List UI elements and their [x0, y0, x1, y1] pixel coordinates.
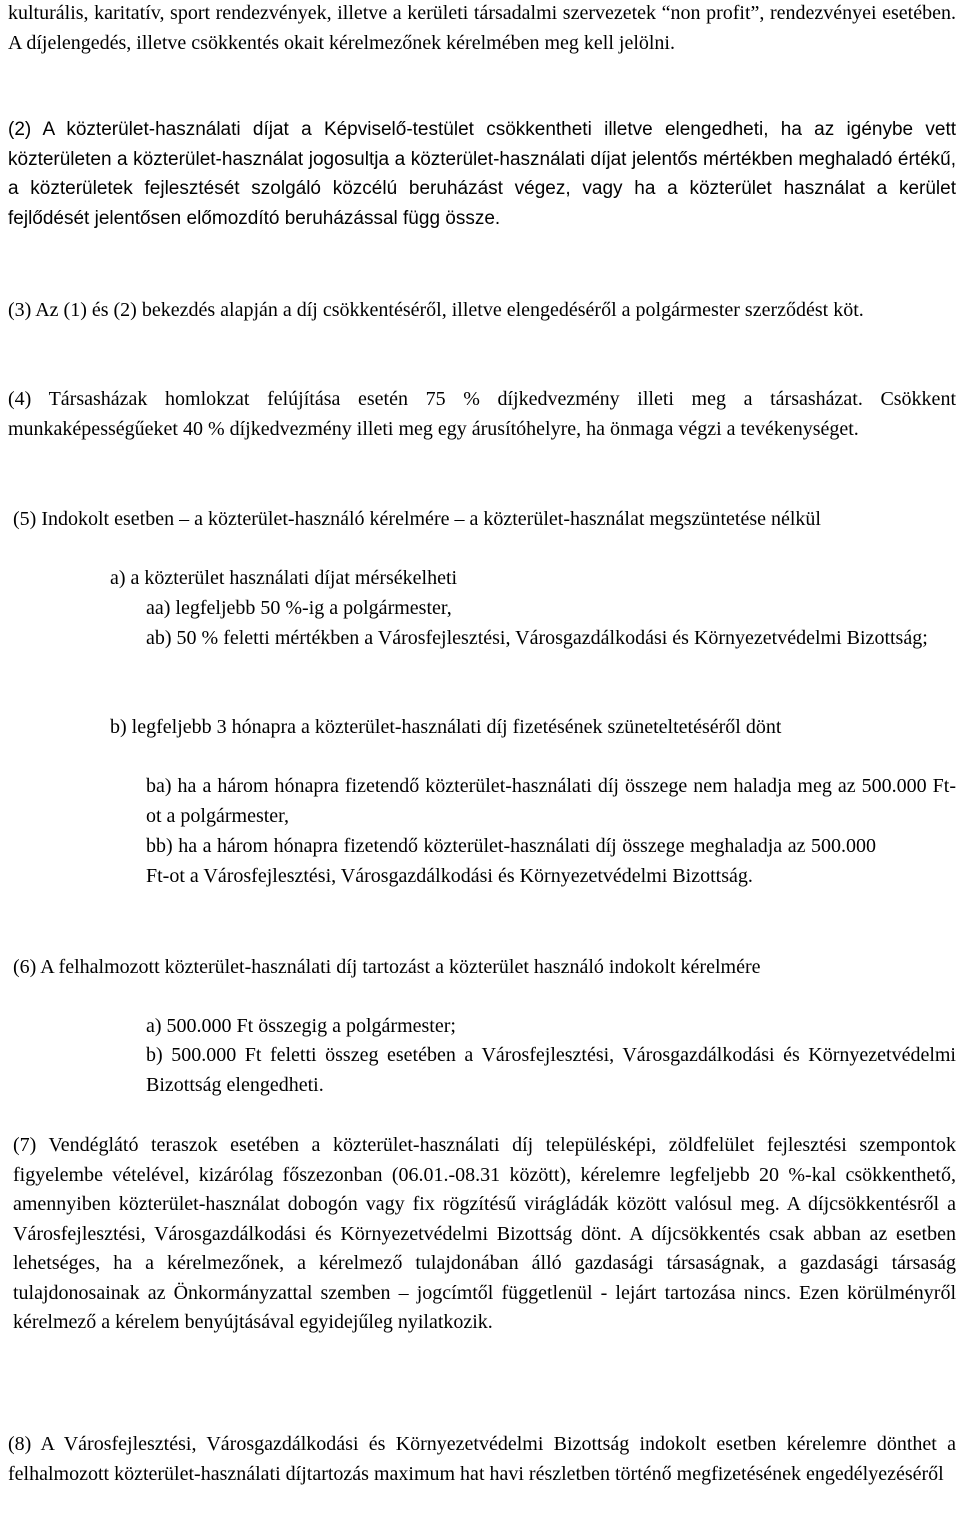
paragraph-3: (3) Az (1) és (2) bekezdés alapján a díj csökkentéséről, illetve elengedéséről a polgármester szerződést köt.	[8, 299, 864, 321]
paragraph-5-item-ba: ba) ha a három hónapra fizetendő közterület-használati díj összege nem haladja meg az 500.000 Ft-ot a polgármester,	[146, 775, 956, 827]
paragraph-5-item-a: a) a közterület használati díjat mérsékelheti	[110, 567, 458, 589]
intro-paragraph: kulturális, karitatív, sport rendezvények, illetve a kerületi társadalmi szervezetek “non profit”, rendezvényei esetében. A díjelengedés, illetve csökkentés okait kérelmezőnek kérelmében meg kell jelölni.	[8, 2, 956, 54]
paragraph-5-intro: (5) Indokolt esetben – a közterület-használó kérelmére – a közterület-használat megszüntetése nélkül	[13, 508, 821, 530]
paragraph-5-item-aa: aa) legfeljebb 50 %-ig a polgármester,	[146, 597, 452, 619]
paragraph-5-item-bb: bb) ha a három hónapra fizetendő közterület-használati díj összege meghaladja az 500.000 Ft-ot a Városfejlesztési, Városgazdálkodási és Környezetvédelmi Bizottság.	[146, 835, 876, 887]
paragraph-8: (8) A Városfejlesztési, Városgazdálkodási és Környezetvédelmi Bizottság indokolt esetben kérelemre dönthet a felhalmozott közterület-használati díjtartozás maximum hat havi részletben történő megfizetésének engedélyezéséről	[8, 1433, 956, 1485]
paragraph-5-item-ab: ab) 50 % feletti mértékben a Városfejlesztési, Városgazdálkodási és Környezetvédelmi Bizottság;	[146, 627, 928, 649]
paragraph-5-item-b: b) legfeljebb 3 hónapra a közterület-használati díj fizetésének szüneteltetéséről dönt	[110, 716, 782, 738]
paragraph-6-intro: (6) A felhalmozott közterület-használati díj tartozást a közterület használó indokolt kérelmére	[13, 956, 761, 978]
paragraph-4: (4) Társasházak homlokzat felújítása esetén 75 % díjkedvezmény illeti meg a társasházat. Csökkent munkaképességűeket 40 % díjkedvezmény illeti meg egy árusítóhelyre, ha önmaga végzi a tevékenységet.	[8, 388, 956, 440]
paragraph-6-item-b: b) 500.000 Ft feletti összeg esetében a Városfejlesztési, Városgazdálkodási és Környezetvédelmi Bizottság elengedheti.	[146, 1044, 956, 1096]
paragraph-7: (7) Vendéglátó teraszok esetében a közterület-használati díj településképi, zöldfelület fejlesztési szempontok figyelembe vételével, kizárólag főszezonban (06.01.-08.31 között), kérelemre legfeljebb 20 %-kal csökkenthető, amennyiben közterület-használat dobogón vagy fix rögzítésű virágládák között valósul meg. A díjcsökkentésről a Városfejlesztési, Városgazdálkodási és Környezetvédelmi Bizottság dönt. A díjcsökkentés csak abban az esetben lehetséges, ha a kérelmezőnek, a kérelmező tulajdonában álló gazdasági társaságnak, a gazdasági társaság tulajdonosainak az Önkormányzattal szemben – jogcímtől függetlenül - lejárt tartozása nincs. Ezen körülményről kérelmező a kérelem benyújtásával egyidejűleg nyilatkozik.	[13, 1134, 956, 1333]
paragraph-6-item-a: a) 500.000 Ft összegig a polgármester;	[146, 1015, 456, 1037]
paragraph-2: (2) A közterület-használati díjat a Képviselő-testület csökkentheti illetve elengedheti, ha az igénybe vett közterületen a közterület-használat jogosultja a közterület-használati díjat jelentős mértékben meghaladó értékű, a közterületek fejlesztését szolgáló közcélú beruházást végez, vagy ha a közterület használat a kerület fejlődését jelentősen előmozdító beruházással függ össze.	[8, 119, 956, 229]
